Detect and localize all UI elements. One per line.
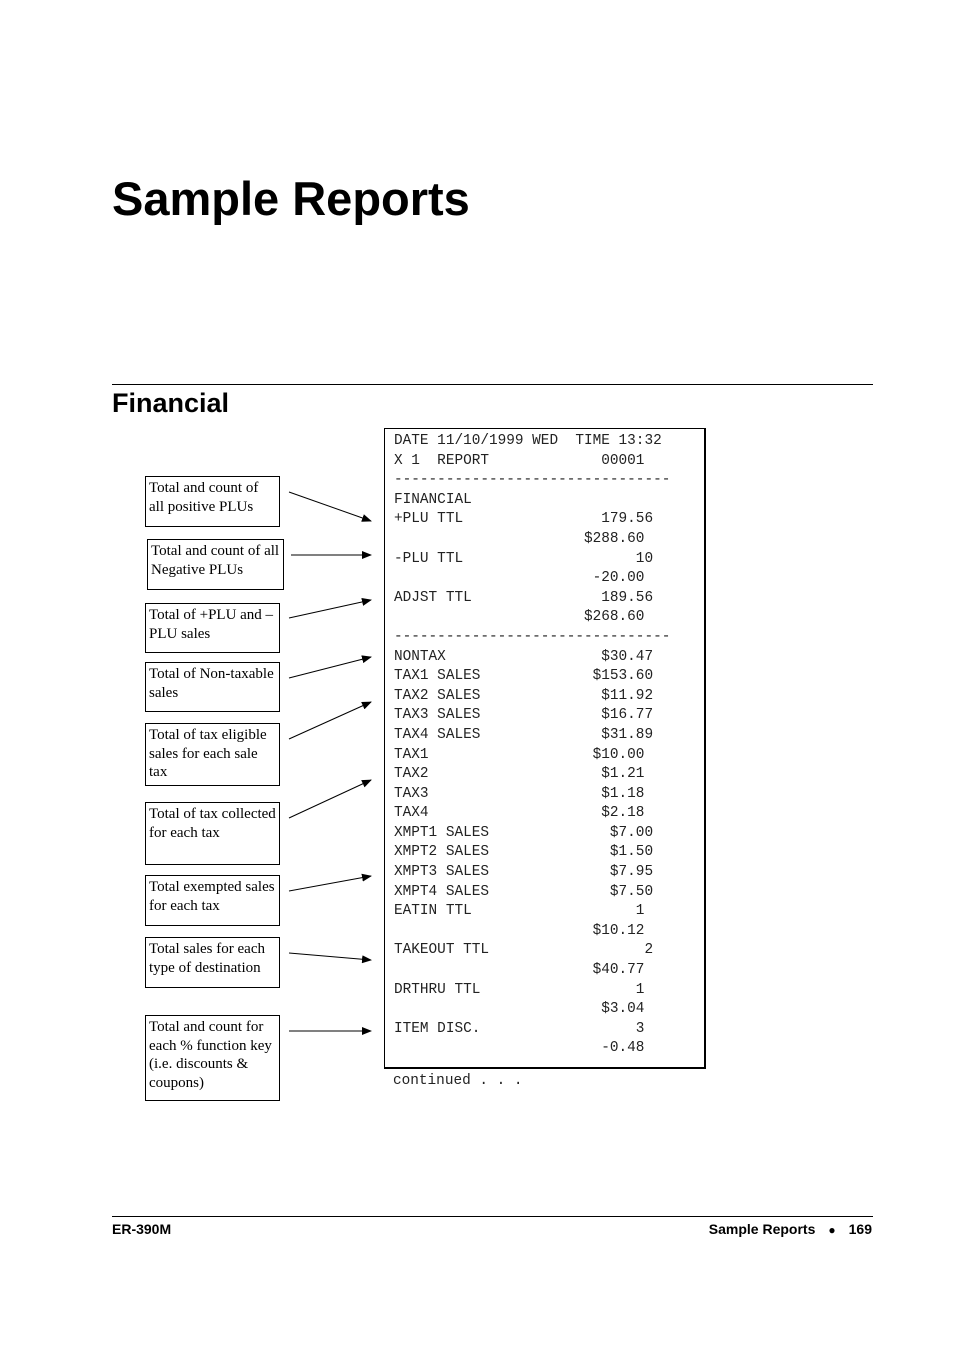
arrow-nontaxable-sales (289, 657, 371, 678)
arrow-destination-sales (289, 953, 371, 960)
footer-divider (112, 1216, 873, 1217)
receipt-line: DATE 11/10/1999 WED TIME 13:32 (394, 433, 662, 449)
receipt-line: -------------------------------- (394, 472, 671, 489)
receipt-line: TAX3 SALES $16.77 (394, 707, 654, 724)
receipt-line: EATIN TTL 1 (394, 903, 645, 920)
receipt-line: -------------------------------- (394, 628, 671, 645)
receipt-lines (394, 432, 670, 1059)
footer-section: Sample Reports (708, 1221, 816, 1237)
page-title: Sample Reports (112, 172, 470, 225)
receipt-line: TAX4 $2.18 (394, 805, 645, 822)
receipt-line: $288.60 (394, 530, 645, 547)
receipt-line: FINANCIAL (394, 491, 472, 508)
receipt-line: X 1 REPORT 00001 (394, 452, 645, 469)
footer-model: ER-390M (112, 1221, 172, 1237)
callout-nontaxable-sales: Total of Non-taxable sales (145, 662, 280, 712)
footer-page-info (709, 1220, 872, 1239)
receipt-line: DRTHRU TTL 1 (394, 981, 645, 998)
receipt-line: XMPT2 SALES $1.50 (394, 844, 654, 861)
receipt-line: $10.12 (394, 922, 645, 939)
callout-positive-plu: Total and count of all positive PLUs (145, 476, 280, 527)
receipt-line: XMPT4 SALES $7.50 (394, 883, 654, 900)
callout-function-key-totals: Total and count for each % function key (i.e. discounts & coupons) (145, 1015, 280, 1101)
receipt-line: ITEM DISC. 3 (394, 1020, 645, 1037)
continued-note: continued . . . (393, 1073, 523, 1089)
arrow-tax-eligible-sales (289, 702, 371, 739)
receipt-line: NONTAX $30.47 (394, 648, 654, 665)
arrow-exempted-sales (289, 876, 371, 891)
receipt-line: TAX2 SALES $11.92 (394, 687, 654, 704)
receipt-line: $268.60 (394, 609, 645, 626)
receipt-line: +PLU TTL 179.56 (394, 511, 654, 528)
receipt-line: -PLU TTL 10 (394, 550, 654, 567)
section-title: Financial (112, 388, 230, 418)
receipt-line: XMPT3 SALES $7.95 (394, 864, 654, 881)
arrow-positive-plu (289, 492, 371, 521)
receipt-line: TAX3 $1.18 (394, 785, 645, 802)
callout-tax-collected: Total of tax collected for each tax (145, 802, 280, 865)
receipt-line: -20.00 (394, 570, 645, 587)
callout-destination-sales: Total sales for each type of destination (145, 937, 280, 988)
receipt-line: TAX4 SALES $31.89 (394, 726, 654, 743)
receipt-line: TAKEOUT TTL 2 (394, 942, 654, 959)
receipt-line: TAX2 $1.21 (394, 766, 645, 783)
arrow-tax-collected (289, 780, 371, 818)
receipt-line: $40.77 (394, 962, 645, 979)
arrow-plu-sales-total (289, 600, 371, 618)
bullet-icon: ● (828, 1223, 836, 1237)
receipt-line: TAX1 $10.00 (394, 746, 645, 763)
receipt-line: XMPT1 SALES $7.00 (394, 824, 654, 841)
callout-exempted-sales: Total exempted sales for each tax (145, 875, 280, 926)
callout-plu-sales-total: Total of +PLU and –PLU sales (145, 603, 280, 653)
financial-report-receipt (384, 428, 706, 1069)
callout-tax-eligible-sales: Total of tax eligible sales for each sale tax (145, 723, 280, 786)
receipt-line: ADJST TTL 189.56 (394, 589, 654, 606)
receipt-line: -0.48 (394, 1040, 645, 1057)
page-number: 169 (848, 1221, 872, 1237)
callout-negative-plu: Total and count of all Negative PLUs (147, 539, 284, 590)
receipt-line: TAX1 SALES $153.60 (394, 668, 654, 685)
receipt-line: $3.04 (394, 1001, 645, 1018)
